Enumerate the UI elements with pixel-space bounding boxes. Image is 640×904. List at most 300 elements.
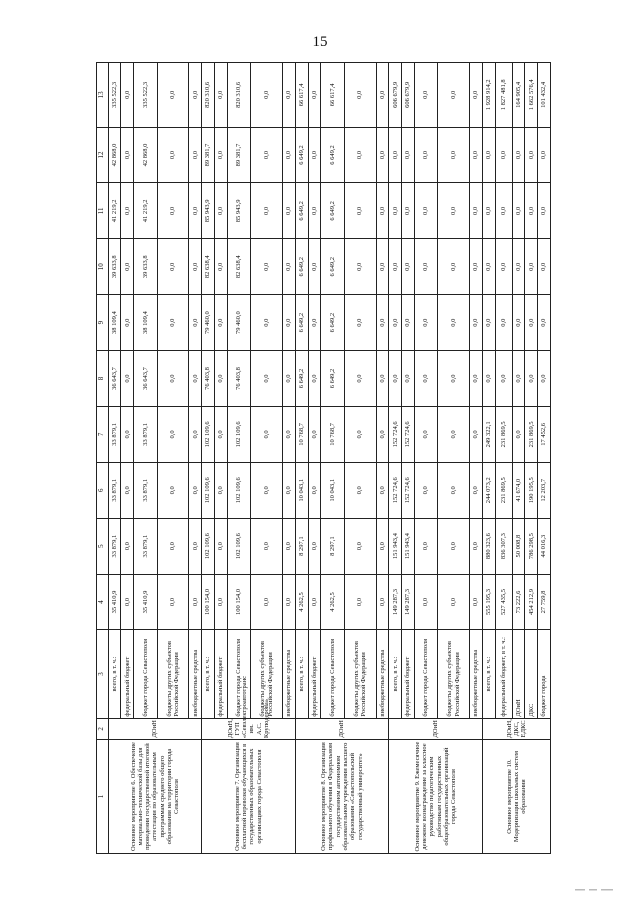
value-cell: 0,0 (283, 127, 296, 183)
value-cell: 880 323,6 (482, 518, 495, 574)
value-cell: 0,0 (283, 462, 296, 518)
value-cell: 0,0 (283, 183, 296, 239)
value-cell: 85 943,9 (202, 183, 215, 239)
table-rotation-frame (96, 62, 551, 854)
value-cell: 6 649,2 (295, 351, 308, 407)
value-cell: 0,0 (308, 295, 321, 351)
value-cell: 4 262,5 (295, 574, 308, 630)
value-cell: 1 662 576,4 (525, 63, 538, 128)
value-cell: 0,0 (344, 462, 376, 518)
value-cell: 0,0 (376, 462, 389, 518)
value-cell: 0,0 (214, 183, 227, 239)
value-cell: 44 016,3 (538, 518, 551, 574)
value-cell: 0,0 (414, 239, 437, 295)
value-cell: 82 638,4 (202, 239, 215, 295)
value-cell: 0,0 (402, 127, 415, 183)
value-cell: 85 943,9 (227, 183, 250, 239)
value-cell: 0,0 (470, 351, 483, 407)
value-cell: 0,0 (344, 518, 376, 574)
value-cell: 0,0 (389, 295, 402, 351)
value-cell: 0,0 (189, 518, 202, 574)
header-cell: 6 (97, 462, 109, 518)
value-cell: 0,0 (482, 295, 495, 351)
executor-cell: ДОиН, ГУП «Севэлектроавтотранс им. А.С. Круподерова» (202, 718, 296, 739)
value-cell: 0,0 (283, 295, 296, 351)
value-cell: 0,0 (251, 183, 283, 239)
header-row (97, 63, 109, 854)
value-cell: 10 043,1 (321, 462, 344, 518)
value-cell: 0,0 (189, 574, 202, 630)
value-cell: 0,0 (251, 574, 283, 630)
value-cell: 102 109,6 (202, 406, 215, 462)
value-cell: 0,0 (344, 351, 376, 407)
value-cell: 0,0 (283, 63, 296, 128)
value-cell: 0,0 (308, 127, 321, 183)
funding-source-cell: федеральный бюджет, в т. ч.: (495, 630, 512, 718)
funding-source-cell: бюджет города Севастополя (134, 630, 157, 718)
table-row (295, 63, 308, 854)
value-cell: 0,0 (512, 406, 525, 462)
funding-source-cell: всего, в т. ч.: (482, 630, 495, 718)
value-cell: 0,0 (308, 183, 321, 239)
value-cell: 0,0 (121, 574, 134, 630)
value-cell: 606 679,9 (402, 63, 415, 128)
value-cell: 0,0 (438, 295, 470, 351)
value-cell: 4 262,5 (321, 574, 344, 630)
value-cell: 0,0 (495, 183, 512, 239)
funding-source-cell: бюджет города Севастополя (227, 630, 250, 718)
value-cell: 0,0 (189, 239, 202, 295)
value-cell: 76 403,8 (227, 351, 250, 407)
value-cell: 152 724,6 (402, 406, 415, 462)
table-row (108, 63, 121, 854)
value-cell: 102 109,6 (202, 518, 215, 574)
value-cell: 50 008,8 (512, 518, 525, 574)
table-row (482, 63, 495, 854)
funding-source-cell: бюджет города (538, 630, 551, 718)
value-cell: 101 432,4 (538, 63, 551, 128)
funding-source-cell: бюджет города Севастополя (321, 630, 344, 718)
funding-table (96, 62, 551, 854)
value-cell: 0,0 (251, 295, 283, 351)
value-cell: 0,0 (470, 239, 483, 295)
value-cell: 0,0 (214, 351, 227, 407)
value-cell: 0,0 (414, 518, 437, 574)
value-cell: 0,0 (438, 518, 470, 574)
value-cell: 0,0 (470, 127, 483, 183)
value-cell: 0,0 (189, 406, 202, 462)
value-cell: 0,0 (283, 239, 296, 295)
rotated-page-content (96, 62, 551, 854)
value-cell: 33 879,1 (108, 518, 121, 574)
value-cell: 10 768,7 (321, 406, 344, 462)
value-cell: 0,0 (157, 351, 189, 407)
value-cell: 0,0 (438, 574, 470, 630)
value-cell: 0,0 (414, 406, 437, 462)
funding-source-cell: всего, в т. ч.: (295, 630, 308, 718)
value-cell: 36 643,7 (134, 351, 157, 407)
value-cell: 8 297,1 (321, 518, 344, 574)
value-cell: 6 649,2 (321, 127, 344, 183)
value-cell: 102 109,6 (227, 518, 250, 574)
value-cell: 0,0 (251, 239, 283, 295)
header-cell: 5 (97, 518, 109, 574)
value-cell: 820 310,6 (202, 63, 215, 128)
value-cell: 6 649,2 (321, 295, 344, 351)
value-cell: 39 633,8 (134, 239, 157, 295)
value-cell: 0,0 (470, 518, 483, 574)
value-cell: 0,0 (470, 183, 483, 239)
value-cell: 0,0 (189, 351, 202, 407)
value-cell: 0,0 (308, 462, 321, 518)
value-cell: 35 410,9 (134, 574, 157, 630)
value-cell: 0,0 (512, 351, 525, 407)
funding-source-cell: федеральный бюджет (308, 630, 321, 718)
value-cell: 335 522,3 (134, 63, 157, 128)
funding-source-cell: бюджеты других субъектов Российской Федерации (251, 630, 283, 718)
value-cell: 0,0 (308, 518, 321, 574)
measure-name-cell: Основное мероприятие 10. Модернизация школьных систем образования (482, 740, 550, 854)
header-cell: 4 (97, 574, 109, 630)
value-cell: 0,0 (344, 295, 376, 351)
value-cell: 0,0 (470, 295, 483, 351)
funding-source-cell: всего, в т. ч.: (108, 630, 121, 718)
value-cell: 0,0 (525, 127, 538, 183)
value-cell: 0,0 (157, 518, 189, 574)
value-cell: 0,0 (470, 406, 483, 462)
value-cell: 79 460,0 (227, 295, 250, 351)
scan-marks (575, 888, 615, 892)
value-cell: 454 212,9 (525, 574, 538, 630)
value-cell: 0,0 (121, 183, 134, 239)
value-cell: 0,0 (214, 574, 227, 630)
table-body (97, 63, 551, 854)
value-cell: 0,0 (376, 351, 389, 407)
value-cell: 0,0 (538, 351, 551, 407)
value-cell: 0,0 (308, 63, 321, 128)
value-cell: 0,0 (376, 127, 389, 183)
value-cell: 33 879,1 (134, 518, 157, 574)
value-cell: 0,0 (512, 239, 525, 295)
value-cell: 36 643,7 (108, 351, 121, 407)
value-cell: 0,0 (376, 239, 389, 295)
value-cell: 0,0 (214, 239, 227, 295)
value-cell: 164 905,4 (512, 63, 525, 128)
value-cell: 0,0 (283, 351, 296, 407)
value-cell: 0,0 (438, 462, 470, 518)
page-number: 15 (312, 34, 328, 50)
value-cell: 0,0 (251, 518, 283, 574)
value-cell: 149 287,3 (402, 574, 415, 630)
value-cell: 76 403,8 (202, 351, 215, 407)
value-cell: 0,0 (438, 351, 470, 407)
value-cell: 0,0 (538, 183, 551, 239)
value-cell: 0,0 (512, 127, 525, 183)
value-cell: 0,0 (308, 574, 321, 630)
value-cell: 335 522,3 (108, 63, 121, 128)
value-cell: 0,0 (414, 351, 437, 407)
funding-source-cell: бюджет города Севастополя (414, 630, 437, 718)
value-cell: 0,0 (214, 462, 227, 518)
value-cell: 0,0 (189, 462, 202, 518)
value-cell: 0,0 (538, 295, 551, 351)
header-cell: 1 (97, 740, 109, 854)
value-cell: 66 617,4 (295, 63, 308, 128)
value-cell: 0,0 (344, 63, 376, 128)
value-cell: 0,0 (389, 351, 402, 407)
value-cell: 89 381,7 (227, 127, 250, 183)
funding-source-cell: внебюджетные средства (470, 630, 483, 718)
value-cell: 0,0 (438, 239, 470, 295)
value-cell: 0,0 (157, 295, 189, 351)
value-cell: 0,0 (470, 462, 483, 518)
value-cell: 0,0 (376, 295, 389, 351)
value-cell: 0,0 (389, 183, 402, 239)
value-cell: 0,0 (121, 63, 134, 128)
value-cell: 0,0 (470, 63, 483, 128)
value-cell: 0,0 (376, 406, 389, 462)
value-cell: 0,0 (482, 183, 495, 239)
value-cell: 0,0 (512, 295, 525, 351)
value-cell: 786 298,5 (525, 518, 538, 574)
value-cell: 6 649,2 (321, 351, 344, 407)
value-cell: 0,0 (157, 63, 189, 128)
value-cell: 0,0 (414, 295, 437, 351)
value-cell: 102 109,6 (202, 462, 215, 518)
value-cell: 231 869,5 (495, 462, 512, 518)
value-cell: 0,0 (376, 63, 389, 128)
value-cell: 0,0 (344, 183, 376, 239)
value-cell: 0,0 (121, 127, 134, 183)
header-cell: 8 (97, 351, 109, 407)
funding-source-cell: всего, в т. ч.: (389, 630, 402, 718)
value-cell: 0,0 (189, 127, 202, 183)
table-row (389, 63, 402, 854)
value-cell: 35 410,9 (108, 574, 121, 630)
value-cell: 555 195,3 (482, 574, 495, 630)
value-cell: 0,0 (189, 63, 202, 128)
value-cell: 33 879,1 (134, 462, 157, 518)
funding-source-cell: ДОиН (512, 630, 525, 718)
value-cell: 82 638,4 (227, 239, 250, 295)
funding-source-cell: бюджеты других субъектов Российской Федерации (438, 630, 470, 718)
header-cell: 13 (97, 63, 109, 128)
measure-name-cell: Основное мероприятие 9. Ежемесячное денежное вознаграждение за классное руководство педагогическим работникам государственных общеобразовательных организаций города Севастополя (389, 740, 483, 854)
value-cell: 0,0 (525, 239, 538, 295)
value-cell: 0,0 (214, 295, 227, 351)
value-cell: 527 435,5 (495, 574, 512, 630)
value-cell: 0,0 (251, 127, 283, 183)
value-cell: 1 827 481,8 (495, 63, 512, 128)
value-cell: 41 219,2 (108, 183, 121, 239)
value-cell: 0,0 (402, 351, 415, 407)
value-cell: 0,0 (389, 127, 402, 183)
executor-cell: ДОиН, ДКС, ЕДКС (482, 718, 550, 739)
value-cell: 0,0 (495, 239, 512, 295)
value-cell: 33 879,1 (134, 406, 157, 462)
value-cell: 0,0 (525, 351, 538, 407)
value-cell: 0,0 (495, 351, 512, 407)
value-cell: 249 322,1 (482, 406, 495, 462)
value-cell: 42 868,0 (108, 127, 121, 183)
value-cell: 79 460,0 (202, 295, 215, 351)
value-cell: 6 649,2 (321, 239, 344, 295)
header-cell: 2 (97, 718, 109, 739)
header-cell: 11 (97, 183, 109, 239)
value-cell: 0,0 (482, 127, 495, 183)
value-cell: 0,0 (495, 295, 512, 351)
value-cell: 151 943,4 (389, 518, 402, 574)
value-cell: 0,0 (414, 574, 437, 630)
header-cell: 10 (97, 239, 109, 295)
value-cell: 0,0 (121, 351, 134, 407)
value-cell: 0,0 (438, 406, 470, 462)
value-cell: 38 109,4 (108, 295, 121, 351)
value-cell: 39 633,8 (108, 239, 121, 295)
header-cell: 9 (97, 295, 109, 351)
value-cell: 6 649,2 (295, 127, 308, 183)
value-cell: 0,0 (157, 127, 189, 183)
value-cell: 0,0 (495, 127, 512, 183)
value-cell: 0,0 (308, 406, 321, 462)
value-cell: 0,0 (402, 239, 415, 295)
value-cell: 66 617,4 (321, 63, 344, 128)
value-cell: 0,0 (283, 518, 296, 574)
value-cell: 0,0 (470, 574, 483, 630)
value-cell: 0,0 (189, 183, 202, 239)
funding-source-cell: внебюджетные средства (376, 630, 389, 718)
value-cell: 42 868,0 (134, 127, 157, 183)
value-cell: 0,0 (525, 183, 538, 239)
value-cell: 0,0 (121, 518, 134, 574)
value-cell: 149 287,3 (389, 574, 402, 630)
value-cell: 41 674,0 (512, 462, 525, 518)
value-cell: 231 869,5 (525, 406, 538, 462)
value-cell: 0,0 (121, 295, 134, 351)
measure-name-cell: Основное мероприятие 8. Организация профильного обучения в Федеральном государственном автономном образовательном учреждении высшего образования «Севастопольский государственный университет» (295, 740, 389, 854)
value-cell: 10 043,1 (295, 462, 308, 518)
value-cell: 606 679,9 (389, 63, 402, 128)
value-cell: 152 724,6 (402, 462, 415, 518)
table-row (202, 63, 215, 854)
value-cell: 0,0 (283, 406, 296, 462)
value-cell: 0,0 (214, 63, 227, 128)
value-cell: 0,0 (414, 127, 437, 183)
value-cell: 0,0 (157, 183, 189, 239)
executor-cell: ДОиН (389, 718, 483, 739)
measure-name-cell: Основное мероприятие 7. Организация бесплатной перевозки обучающихся в государственных образовательных организациях города Севастополя (202, 740, 296, 854)
value-cell: 33 879,1 (108, 406, 121, 462)
value-cell: 152 724,6 (389, 462, 402, 518)
value-cell: 0,0 (157, 462, 189, 518)
value-cell: 41 219,2 (134, 183, 157, 239)
header-cell: 12 (97, 127, 109, 183)
value-cell: 0,0 (414, 63, 437, 128)
funding-source-cell: внебюджетные средства (189, 630, 202, 718)
executor-cell: ДОиН (108, 718, 202, 739)
funding-source-cell: внебюджетные средства (283, 630, 296, 718)
value-cell: 0,0 (251, 462, 283, 518)
value-cell: 0,0 (283, 574, 296, 630)
value-cell: 102 109,6 (227, 406, 250, 462)
value-cell: 27 759,8 (538, 574, 551, 630)
value-cell: 0,0 (189, 295, 202, 351)
value-cell: 151 943,4 (402, 518, 415, 574)
value-cell: 0,0 (538, 239, 551, 295)
value-cell: 0,0 (482, 351, 495, 407)
value-cell: 8 297,1 (295, 518, 308, 574)
value-cell: 152 724,6 (389, 406, 402, 462)
value-cell: 0,0 (251, 351, 283, 407)
value-cell: 102 109,6 (227, 462, 250, 518)
value-cell: 73 222,6 (512, 574, 525, 630)
value-cell: 0,0 (251, 63, 283, 128)
value-cell: 0,0 (482, 239, 495, 295)
value-cell: 1 928 914,2 (482, 63, 495, 128)
value-cell: 0,0 (525, 295, 538, 351)
value-cell: 231 869,5 (495, 406, 512, 462)
value-cell: 0,0 (414, 462, 437, 518)
value-cell: 0,0 (344, 239, 376, 295)
funding-source-cell: федеральный бюджет (121, 630, 134, 718)
value-cell: 0,0 (376, 183, 389, 239)
value-cell: 0,0 (214, 518, 227, 574)
value-cell: 0,0 (121, 239, 134, 295)
value-cell: 836 307,3 (495, 518, 512, 574)
value-cell: 0,0 (157, 406, 189, 462)
value-cell: 0,0 (121, 462, 134, 518)
value-cell: 6 649,2 (295, 239, 308, 295)
value-cell: 0,0 (251, 406, 283, 462)
value-cell: 0,0 (512, 183, 525, 239)
value-cell: 12 203,7 (538, 462, 551, 518)
executor-cell: ДОиН (295, 718, 389, 739)
funding-source-cell: всего, в т. ч.: (202, 630, 215, 718)
value-cell: 100 154,0 (227, 574, 250, 630)
value-cell: 0,0 (376, 574, 389, 630)
value-cell: 6 649,2 (321, 183, 344, 239)
value-cell: 0,0 (344, 127, 376, 183)
value-cell: 190 195,5 (525, 462, 538, 518)
funding-source-cell: федеральный бюджет (214, 630, 227, 718)
measure-name-cell: Основное мероприятие 6. Обеспечение материально-технической базы для проведения государственной итоговой аттестации по образовательным программам среднего общего образования на территории города Севастополя (108, 740, 202, 854)
value-cell: 6 649,2 (295, 295, 308, 351)
value-cell: 0,0 (121, 406, 134, 462)
value-cell: 33 879,1 (108, 462, 121, 518)
header-cell: 3 (97, 630, 109, 718)
value-cell: 0,0 (308, 351, 321, 407)
value-cell: 0,0 (438, 183, 470, 239)
value-cell: 38 109,4 (134, 295, 157, 351)
value-cell: 0,0 (438, 127, 470, 183)
value-cell: 0,0 (538, 127, 551, 183)
value-cell: 0,0 (389, 239, 402, 295)
value-cell: 0,0 (376, 518, 389, 574)
value-cell: 10 768,7 (295, 406, 308, 462)
value-cell: 6 649,2 (295, 183, 308, 239)
header-cell: 7 (97, 406, 109, 462)
value-cell: 17 452,6 (538, 406, 551, 462)
value-cell: 0,0 (157, 574, 189, 630)
value-cell: 0,0 (308, 239, 321, 295)
value-cell: 0,0 (414, 183, 437, 239)
value-cell: 0,0 (402, 295, 415, 351)
value-cell: 244 073,2 (482, 462, 495, 518)
value-cell: 0,0 (214, 127, 227, 183)
funding-source-cell: федеральный бюджет (402, 630, 415, 718)
value-cell: 820 310,6 (227, 63, 250, 128)
value-cell: 0,0 (214, 406, 227, 462)
